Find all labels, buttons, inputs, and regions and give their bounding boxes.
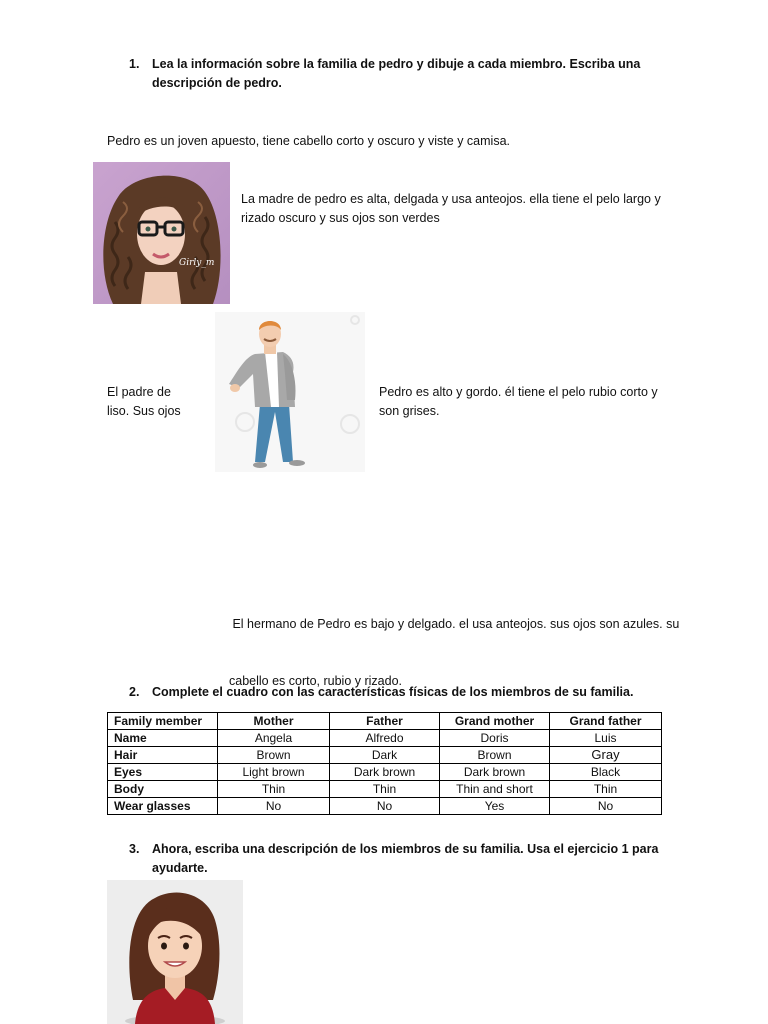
father-illustration: [215, 312, 365, 472]
mother-description-line-2: rizado oscuro y sus ojos son verdes: [241, 211, 440, 225]
table-cell: Thin: [218, 781, 330, 798]
question-3-number: 3.: [129, 842, 140, 856]
father-description-left: [107, 383, 181, 421]
brother-description-line-2: cabello es corto, rubio y rizado.: [229, 674, 403, 688]
table-cell: Eyes: [108, 764, 218, 781]
mother-description-line-1: La madre de pedro es alta, delgada y usa anteojos. ella tiene el pelo largo y: [241, 192, 661, 206]
table-cell: No: [330, 798, 440, 815]
table-header: Mother: [218, 713, 330, 730]
table-cell: No: [218, 798, 330, 815]
table-row: [108, 781, 662, 798]
table-header: Father: [330, 713, 440, 730]
brother-description-line-1: El hermano de Pedro es bajo y delgado. el usa anteojos. sus ojos son azules. su: [229, 617, 680, 631]
table-cell: Angela: [218, 730, 330, 747]
mother-description: [241, 190, 661, 228]
table-cell: Wear glasses: [108, 798, 218, 815]
question-2: [129, 683, 634, 702]
question-3: [129, 840, 659, 878]
table-header: Family member: [108, 713, 218, 730]
table-row: [108, 798, 662, 815]
table-header-row: [108, 713, 662, 730]
table-row: [108, 764, 662, 781]
father-description-left-line-2: liso. Sus ojos: [107, 404, 181, 418]
question-1-line-1: Lea la información sobre la familia de pedro y dibuje a cada miembro. Escriba una: [152, 57, 641, 71]
question-2-number: 2.: [129, 685, 140, 699]
question-1: [129, 55, 641, 93]
father-description-right-line-2: son grises.: [379, 404, 440, 418]
table-cell: Brown: [218, 747, 330, 764]
table-cell: Hair: [108, 747, 218, 764]
table-cell: Black: [550, 764, 662, 781]
question-3-line-2: ayudarte.: [152, 861, 208, 875]
table-cell: Gray: [550, 747, 662, 764]
table-row: [108, 730, 662, 747]
table-cell: Luis: [550, 730, 662, 747]
table-header: Grand mother: [440, 713, 550, 730]
table-cell: Dark brown: [330, 764, 440, 781]
question-1-line-2: descripción de pedro.: [152, 76, 282, 90]
father-description-right: [379, 383, 658, 421]
mother-illustration: [93, 162, 230, 304]
table-cell: Light brown: [218, 764, 330, 781]
woman-avatar-illustration: [107, 880, 243, 1024]
table-cell: Body: [108, 781, 218, 798]
family-characteristics-table: [107, 712, 662, 815]
table-header: Grand father: [550, 713, 662, 730]
table-cell: Yes: [440, 798, 550, 815]
table-cell: No: [550, 798, 662, 815]
table-cell: Thin: [330, 781, 440, 798]
table-cell: Thin: [550, 781, 662, 798]
table-row: [108, 747, 662, 764]
question-3-line-1: Ahora, escriba una descripción de los miembros de su familia. Usa el ejercicio 1 para: [152, 842, 659, 856]
mother-image-signature: Girly_m: [179, 258, 215, 268]
table-cell: Alfredo: [330, 730, 440, 747]
table-cell: Dark: [330, 747, 440, 764]
table-cell: Dark brown: [440, 764, 550, 781]
question-1-number: 1.: [129, 57, 140, 71]
father-description-right-line-1: Pedro es alto y gordo. él tiene el pelo rubio corto y: [379, 385, 658, 399]
father-description-left-line-1: El padre de: [107, 385, 171, 399]
pedro-description: Pedro es un joven apuesto, tiene cabello corto y oscuro y viste y camisa.: [107, 134, 510, 148]
table-cell: Thin and short: [440, 781, 550, 798]
table-cell: Doris: [440, 730, 550, 747]
table-cell: Brown: [440, 747, 550, 764]
table-cell: Name: [108, 730, 218, 747]
question-2-text: Complete el cuadro con las características físicas de los miembros de su familia.: [152, 685, 634, 699]
